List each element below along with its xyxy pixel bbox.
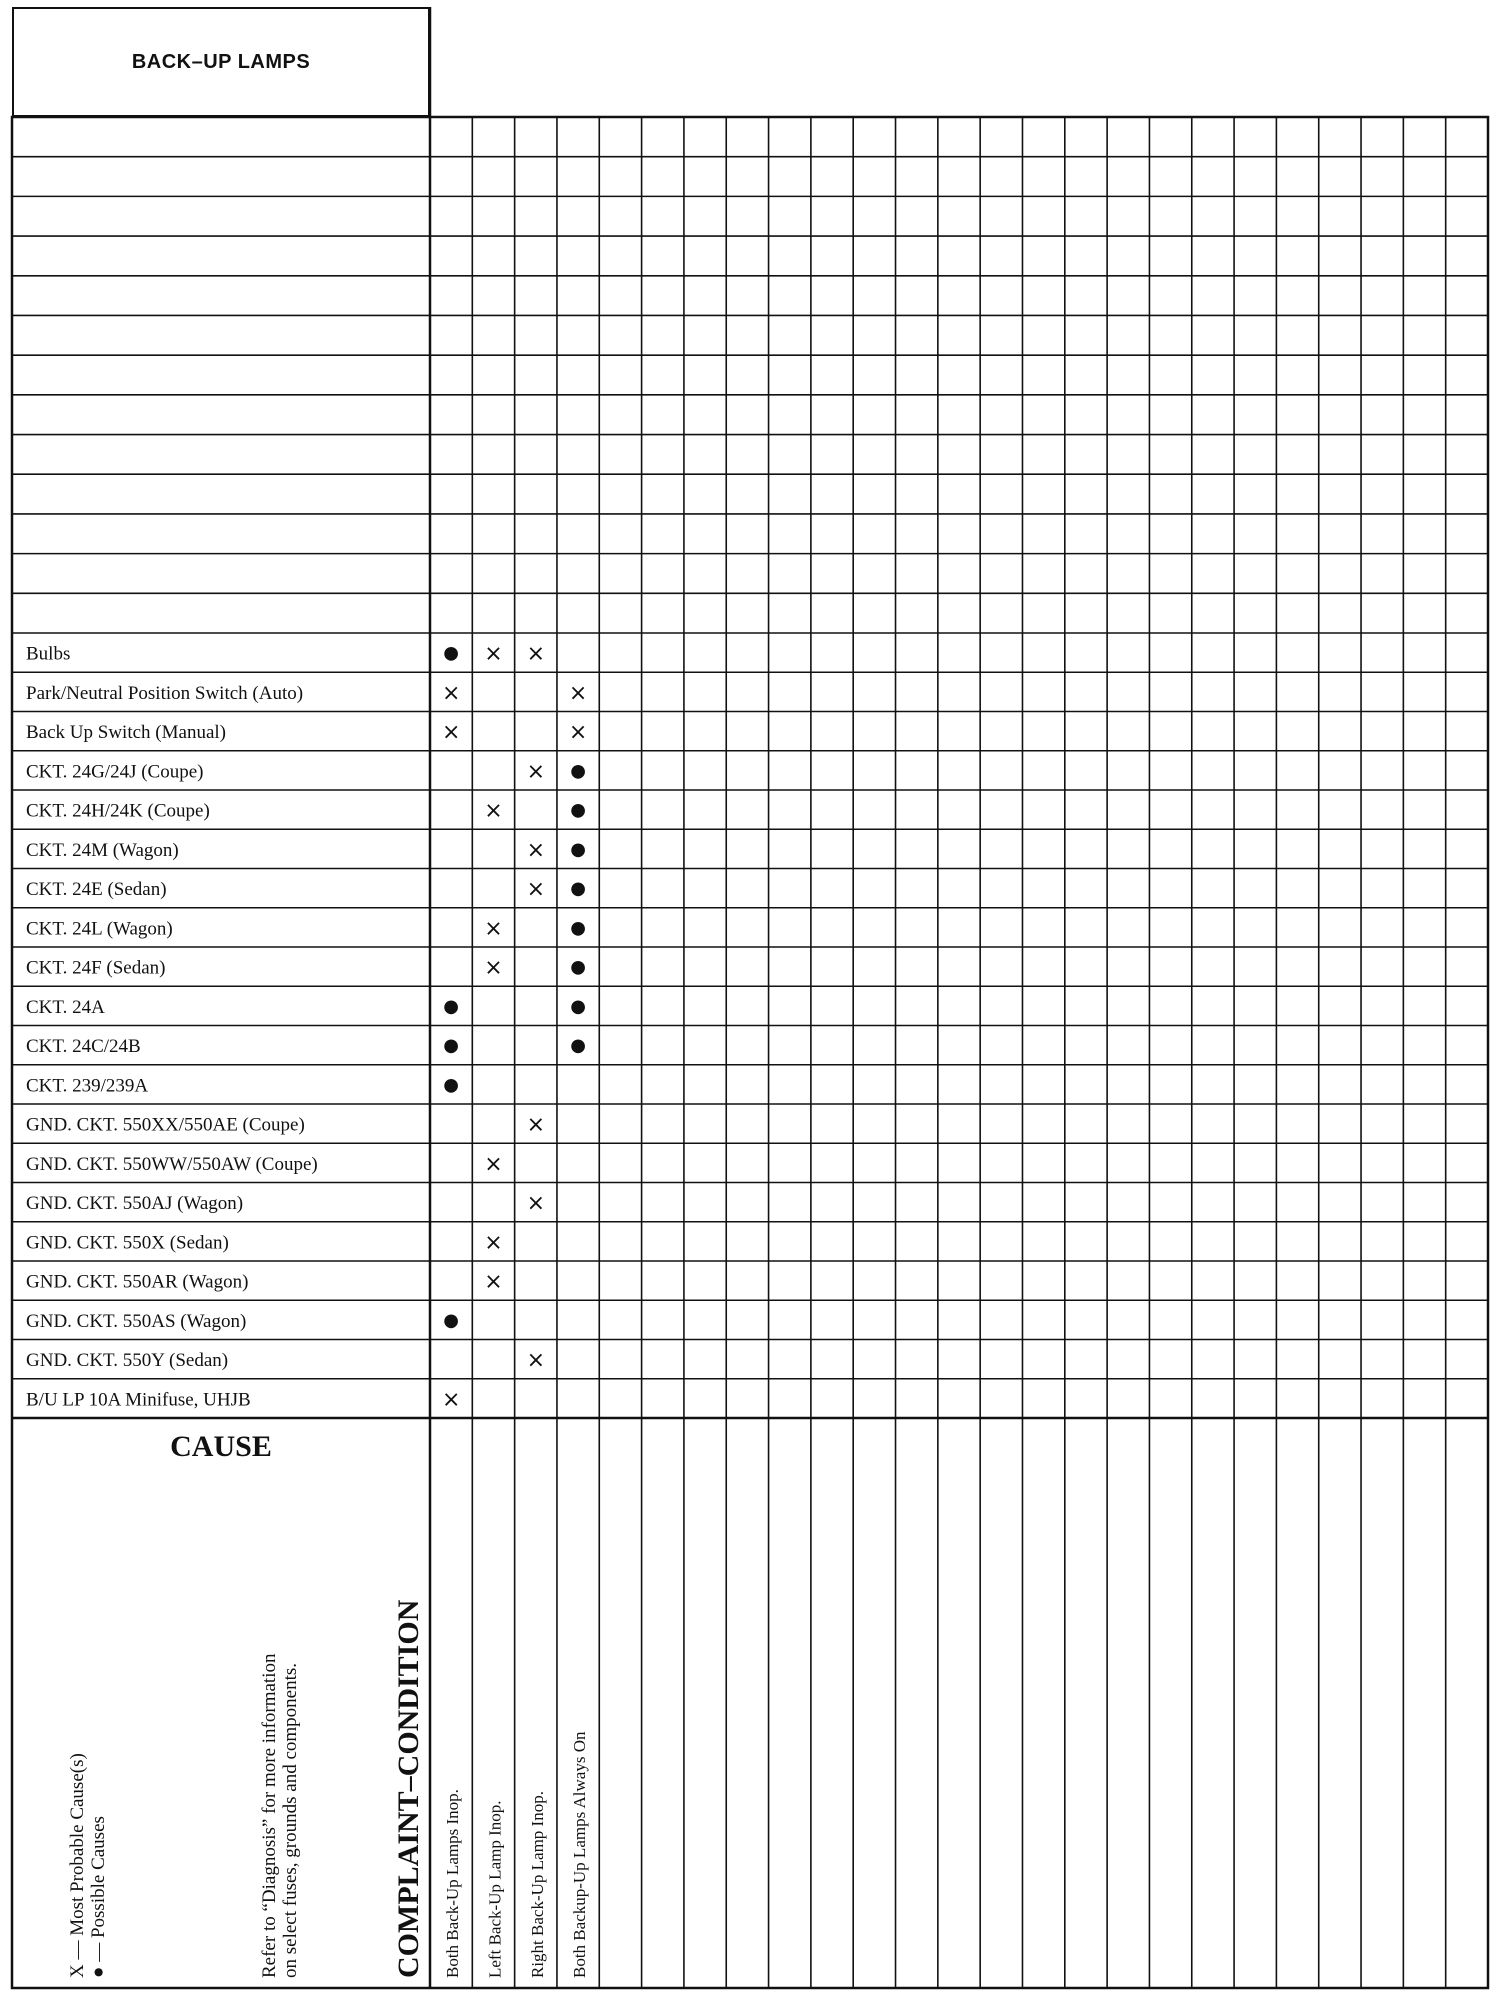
diagnosis-note-line-2: on select fuses, grounds and components.: [280, 1662, 301, 1978]
possible-cause-mark: ●: [570, 1035, 586, 1057]
complaint-column-label: Both Backup-Up Lamps Always On: [570, 1731, 590, 1978]
possible-cause-mark: ●: [570, 995, 586, 1017]
most-probable-mark: ×: [526, 877, 546, 903]
cause-row-label: CKT. 24E (Sedan): [26, 879, 167, 901]
legend-most-probable: X — Most Probable Cause(s): [67, 1753, 88, 1978]
complaint-condition-heading: COMPLAINT–CONDITION: [392, 1599, 425, 1978]
cause-row-label: CKT. 24C/24B: [26, 1036, 141, 1058]
most-probable-mark: ×: [441, 1387, 461, 1413]
possible-cause-mark: ●: [570, 956, 586, 978]
most-probable-mark: ×: [484, 1151, 503, 1177]
cause-row-label: CKT. 24A: [26, 996, 105, 1018]
most-probable-mark: ×: [484, 641, 503, 667]
most-probable-mark: ×: [526, 759, 546, 785]
most-probable-mark: ×: [526, 837, 546, 863]
possible-cause-mark: ●: [570, 878, 586, 900]
cause-row-label: CKT. 24H/24K (Coupe): [26, 800, 210, 822]
most-probable-mark: ×: [526, 1191, 546, 1217]
grid-frame: [12, 117, 1488, 1988]
most-probable-mark: ×: [484, 916, 503, 942]
cause-row-label: CKT. 24G/24J (Coupe): [26, 761, 204, 783]
cause-row-label: CKT. 24F (Sedan): [26, 957, 166, 979]
cause-heading: CAUSE: [170, 1430, 272, 1463]
most-probable-mark: ×: [484, 798, 503, 824]
cause-row-label: Back Up Switch (Manual): [26, 722, 226, 744]
cause-row-label: CKT. 24L (Wagon): [26, 918, 173, 940]
most-probable-mark: ×: [441, 680, 461, 706]
possible-cause-mark: ●: [570, 838, 586, 860]
possible-cause-mark: ●: [443, 642, 460, 664]
legend-possible: ● — Possible Causes: [88, 1816, 109, 1978]
most-probable-mark: ×: [484, 955, 503, 981]
possible-cause-mark: ●: [443, 1074, 460, 1096]
most-probable-mark: ×: [526, 1348, 546, 1374]
cause-row-label: GND. CKT. 550Y (Sedan): [26, 1350, 229, 1372]
possible-cause-mark: ●: [570, 760, 586, 782]
cause-row-label: Bulbs: [26, 643, 71, 665]
cause-row-label: B/U LP 10A Minifuse, UHJB: [26, 1389, 251, 1411]
diagnosis-note-line-1: Refer to “Diagnosis” for more information: [259, 1653, 280, 1978]
cause-row-label: GND. CKT. 550WW/550AW (Coupe): [26, 1153, 318, 1175]
cause-row-label: GND. CKT. 550AJ (Wagon): [26, 1193, 244, 1215]
most-probable-mark: ×: [441, 720, 461, 746]
possible-cause-mark: ●: [443, 1309, 460, 1331]
cause-row-label: CKT. 239/239A: [26, 1075, 149, 1097]
most-probable-mark: ×: [568, 680, 588, 706]
cause-row-label: GND. CKT. 550AR (Wagon): [26, 1271, 249, 1293]
most-probable-mark: ×: [484, 1230, 503, 1256]
most-probable-mark: ×: [484, 1269, 503, 1295]
cause-row-label: GND. CKT. 550X (Sedan): [26, 1232, 229, 1254]
complaint-column-label: Left Back-Up Lamp Inop.: [485, 1800, 505, 1978]
most-probable-mark: ×: [526, 1112, 546, 1138]
cause-row-label: GND. CKT. 550AS (Wagon): [26, 1310, 247, 1332]
possible-cause-mark: ●: [443, 995, 460, 1017]
complaint-column-label: Both Back-Up Lamps Inop.: [443, 1789, 463, 1978]
cause-row-label: CKT. 24M (Wagon): [26, 839, 179, 861]
possible-cause-mark: ●: [570, 917, 586, 939]
most-probable-mark: ×: [568, 720, 588, 746]
chart-title: BACK–UP LAMPS: [131, 50, 311, 73]
cause-row-label: Park/Neutral Position Switch (Auto): [26, 682, 304, 704]
possible-cause-mark: ●: [570, 799, 586, 821]
possible-cause-mark: ●: [443, 1035, 460, 1057]
complaint-column-label: Right Back-Up Lamp Inop.: [527, 1791, 547, 1978]
most-probable-mark: ×: [526, 641, 546, 667]
cause-row-label: GND. CKT. 550XX/550AE (Coupe): [26, 1114, 305, 1136]
